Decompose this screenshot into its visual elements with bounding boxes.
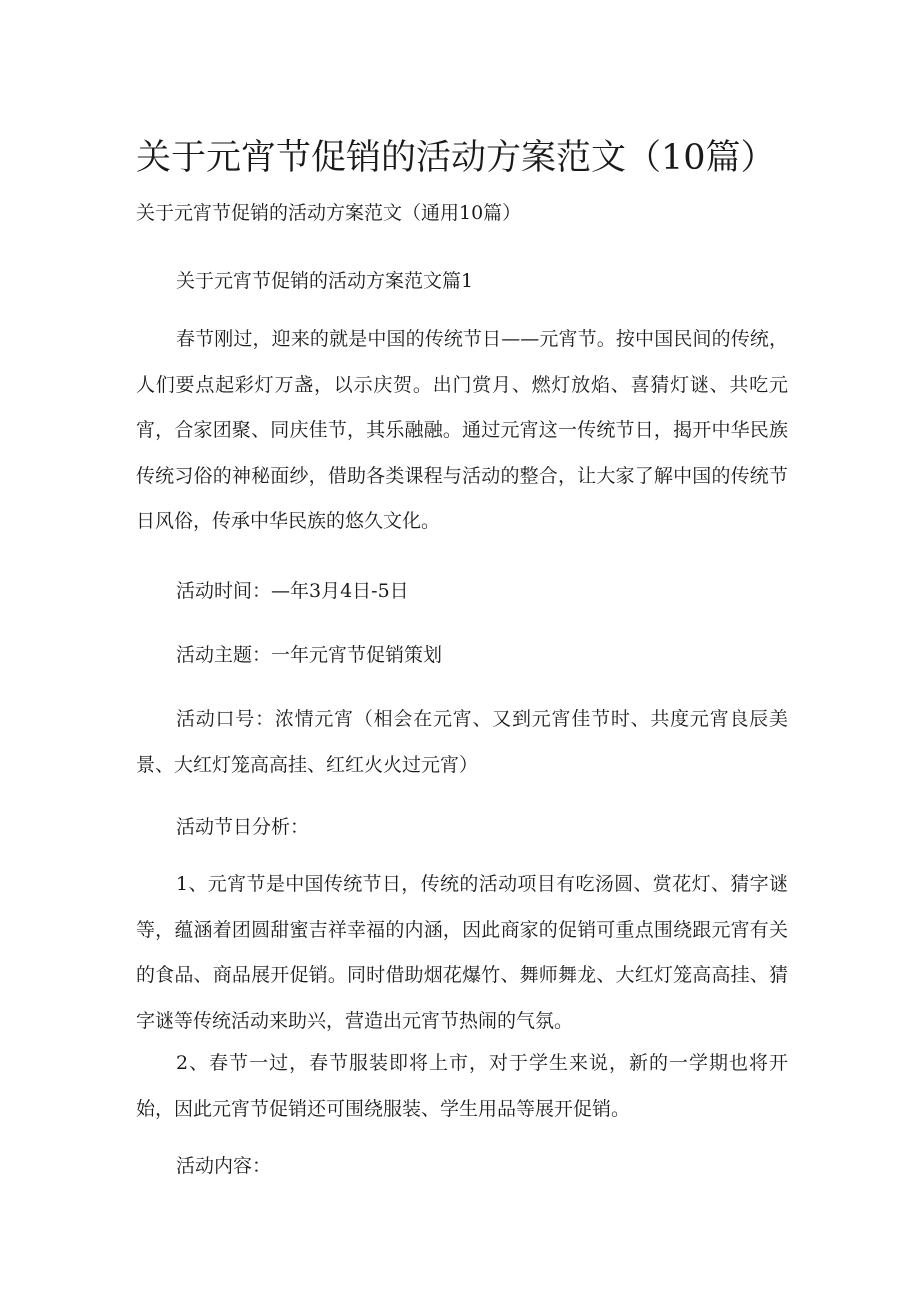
content-heading: 活动内容： xyxy=(176,1155,272,1177)
document-subtitle: 关于元宵节促销的活动方案范文（通用10篇） xyxy=(136,202,522,224)
analysis-heading: 活动节日分析： xyxy=(176,816,310,838)
intro-paragraph: 春节刚过，迎来的就是中国的传统节日——元宵节。按中国民间的传统，人们要点起彩灯万盏，以示庆贺。出门赏月、燃灯放焰、喜猜灯谜、共吃元宵，合家团聚、同庆佳节，其乐融融。通过元宵这一传统节日，揭开中华民族传统习俗的神秘面纱，借助各类课程与活动的整合，让大家了解中国的传统节日风俗，传承中华民族的悠久文化。 xyxy=(136,328,788,532)
analysis-point-1: 1、元宵节是中国传统节日，传统的活动项目有吃汤圆、赏花灯、猜字谜等，蕴涵着团圆甜蜜吉祥幸福的内涵，因此商家的促销可重点围绕跟元宵有关的食品、商品展开促销。同时借助烟花爆竹、舞师舞龙、大红灯笼高高挂、猜字谜等传统活动来助兴，营造出元宵节热闹的气氛。 xyxy=(136,873,788,1032)
activity-time: 活动时间：—年3月4日-5日 xyxy=(176,580,409,602)
activity-theme: 活动主题：一年元宵节促销策划 xyxy=(176,644,443,666)
document-title: 关于元宵节促销的活动方案范文（10篇） xyxy=(136,138,776,178)
analysis-point-2: 2、春节一过，春节服装即将上市，对于学生来说，新的一学期也将开始，因此元宵节促销还可围绕服装、学生用品等展开促销。 xyxy=(136,1052,788,1120)
section-heading: 关于元宵节促销的活动方案范文篇1 xyxy=(176,270,474,292)
activity-slogan: 活动口号：浓情元宵（相会在元宵、又到元宵佳节时、共度元宵良辰美景、大红灯笼高高挂、红红火火过元宵） xyxy=(136,708,788,776)
